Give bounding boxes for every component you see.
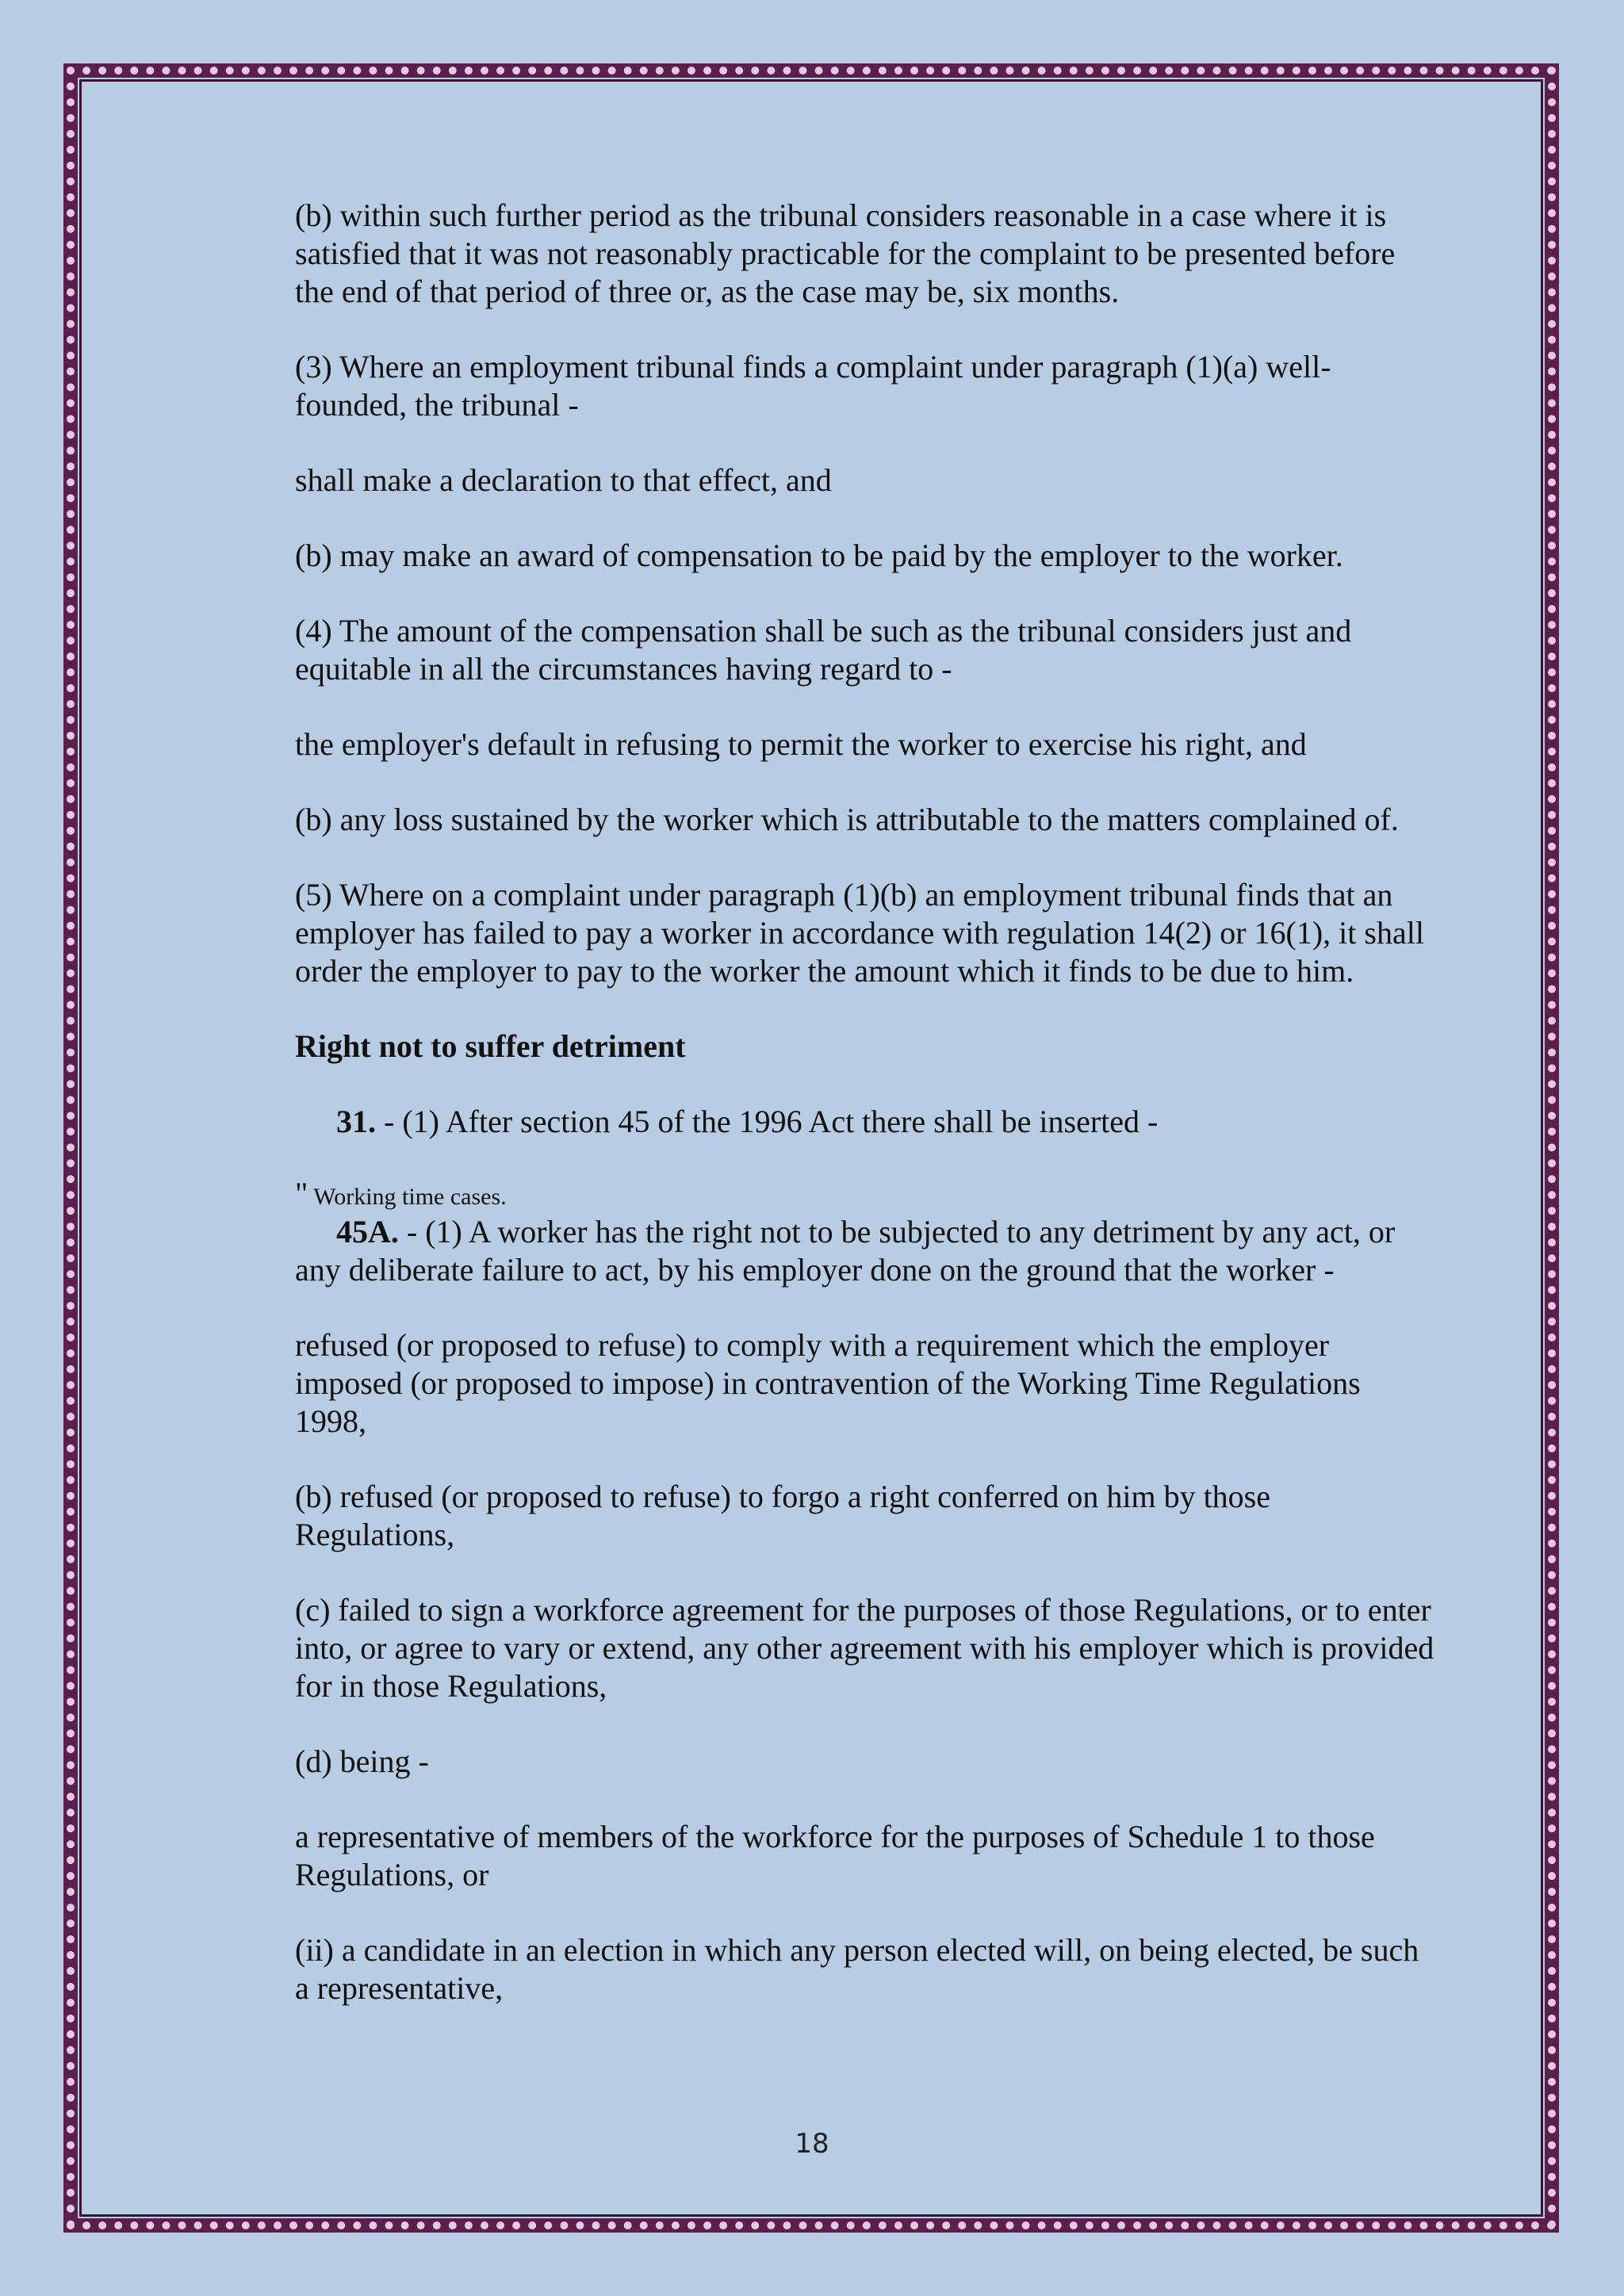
paragraph: (d) being -	[295, 1743, 429, 1779]
section-heading: Right not to suffer detriment	[295, 1028, 686, 1064]
paragraph: the employer's default in refusing to permit the worker to exercise his right, and	[295, 726, 1307, 762]
section-text: - (1) After section 45 of the 1996 Act there shall be inserted -	[376, 1104, 1159, 1139]
quoted-heading-text: Working time cases.	[308, 1184, 507, 1210]
paragraph: a representative of members of the workforce for the purposes of Schedule 1 to those Regulations, or	[295, 1819, 1375, 1892]
paragraph: (ii) a candidate in an election in which any person elected will, on being elected, be such a representative,	[295, 1932, 1419, 2006]
section-45a-paragraph	[295, 1213, 1437, 1289]
page-number: 18	[795, 2128, 829, 2160]
paragraph: (b) may make an award of compensation to be paid by the employer to the worker.	[295, 538, 1343, 573]
paragraph: (b) within such further period as the tribunal considers reasonable in a case where it is satisfied that it was not reasonably practicable for the complaint to be presented before the end of that period of three or, as the case may be, six months.	[295, 197, 1396, 309]
section-31-line	[336, 1103, 1437, 1141]
paragraph: (c) failed to sign a workforce agreement for the purposes of those Regulations, or to enter into, or agree to vary or extend, any other agreement with his employer which is provided for in those Regulations,	[295, 1592, 1434, 1704]
paragraph: shall make a declaration to that effect, and	[295, 462, 832, 498]
paragraph: (3) Where an employment tribunal finds a complaint under paragraph (1)(a) well-founded, the tribunal -	[295, 349, 1331, 423]
section-number: 45A.	[336, 1214, 399, 1249]
section-text: - (1) A worker has the right not to be subjected to any detriment by any act, or any deliberate failure to act, by his employer done on the ground that the worker -	[295, 1214, 1396, 1288]
paragraph: refused (or proposed to refuse) to comply with a requirement which the employer imposed (or proposed to impose) in contravention of the Working Time Regulations 1998,	[295, 1327, 1361, 1439]
quote-mark: "	[295, 1176, 308, 1211]
paragraph: (5) Where on a complaint under paragraph (1)(b) an employment tribunal finds that an employer has failed to pay a worker in accordance with regulation 14(2) or 16(1), it shall order the employer to pay to the worker the amount which it finds to be due to him.	[295, 877, 1424, 989]
paragraph: (b) any loss sustained by the worker which is attributable to the matters complained of.	[295, 802, 1399, 837]
quoted-heading	[295, 1178, 1437, 1213]
paragraph: (4) The amount of the compensation shall be such as the tribunal considers just and equitable in all the circumstances having regard to -	[295, 613, 1352, 687]
paragraph: (b) refused (or proposed to refuse) to forgo a right conferred on him by those Regulations,	[295, 1479, 1270, 1552]
section-number: 31.	[336, 1104, 376, 1139]
document-body	[295, 197, 1437, 2045]
